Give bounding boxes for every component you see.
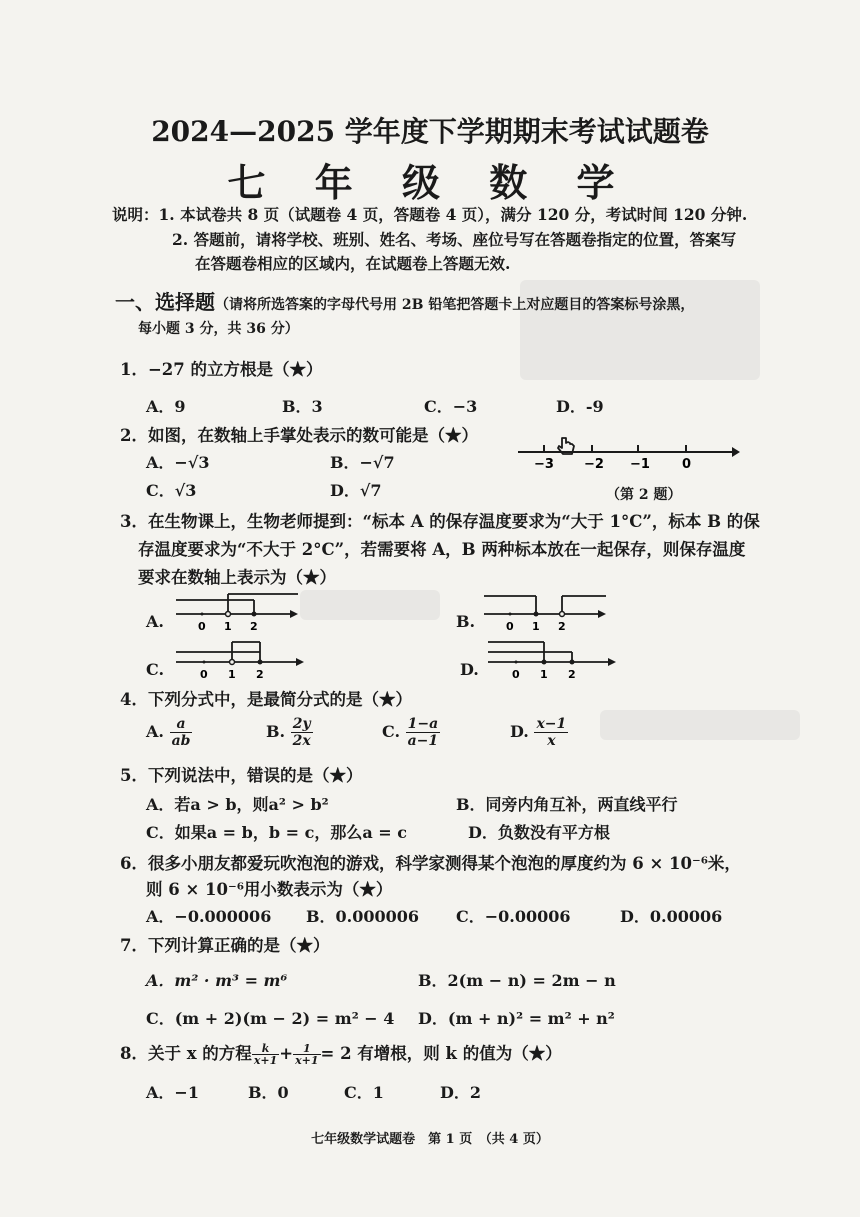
q5-option-c: C．如果a = b，b = c，那么a = c: [146, 823, 407, 842]
question-2-stem: 2．如图，在数轴上手掌处表示的数可能是（★）: [120, 426, 478, 445]
question-3-stem-line-1: 3．在生物课上，生物老师提到：“标本 A 的保存温度要求为“大于 1°C”，标本 B 的保: [120, 512, 760, 531]
tick-label: 0: [200, 668, 208, 681]
q4-option-b-label: B.: [266, 722, 286, 741]
q3-number-line-c: [172, 632, 312, 682]
q7-option-a: A．m² · m³ = m⁶: [146, 971, 288, 990]
q3-number-line-b: [480, 586, 610, 634]
q5-option-b: B．同旁内角互补，两直线平行: [456, 795, 678, 814]
bleed-through-mark: [300, 590, 440, 620]
subject-title: 七 年 级 数 学: [227, 160, 633, 205]
q1-option-b: B．3: [282, 397, 323, 416]
section-1-note: （请将所选答案的字母代号用 2B 铅笔把答题卡上对应题目的答案标号涂黑，: [215, 297, 695, 313]
fraction-denominator: x+1: [253, 1054, 278, 1067]
q6-option-a: A．−0.000006: [146, 907, 272, 926]
q2-option-c: C．√3: [146, 481, 197, 500]
section-1-title: 一、选择题: [115, 290, 215, 314]
q7-option-d: D．(m + n)² = m² + n²: [418, 1009, 615, 1028]
tick-label: 2: [568, 668, 576, 681]
page-footer: 七年级数学试题卷 第 1 页 （共 4 页）: [311, 1132, 549, 1147]
q1-option-a: A．9: [146, 397, 186, 416]
q4-option-b-fraction: [291, 716, 313, 749]
q3-option-a: A.: [146, 612, 164, 631]
q2-tick-label: −2: [584, 457, 604, 472]
q6-option-b: B．0.000006: [306, 907, 420, 926]
q2-option-a: A．−√3: [146, 453, 210, 472]
q7-option-c: C．(m + 2)(m − 2) = m² − 4: [146, 1009, 395, 1028]
q8-plus: +: [279, 1044, 294, 1063]
q8-option-a: A．−1: [146, 1083, 199, 1102]
q8-fraction-2: [293, 1043, 320, 1066]
q8-fraction-1: [252, 1043, 279, 1066]
q2-tick-label: −3: [534, 457, 554, 472]
q8-stem-pre: 8．关于 x 的方程: [120, 1044, 252, 1063]
q6-option-c: C．−0.00006: [456, 907, 571, 926]
instruction-line-1: 说明：1. 本试卷共 8 页（试题卷 4 页，答题卷 4 页），满分 120 分，考试时间 120 分钟.: [112, 205, 748, 224]
question-3-stem-line-3: 要求在数轴上表示为（★）: [138, 568, 336, 587]
fraction-numerator: 1: [293, 1043, 320, 1055]
section-1-note-2: 每小题 3 分，共 36 分）: [138, 321, 299, 337]
q4-option-a-fraction: [170, 716, 193, 749]
q4-option-c-label: C.: [382, 722, 401, 741]
q4-option-b: [266, 716, 313, 749]
q3-option-d: D.: [460, 660, 479, 679]
question-3-stem-line-2: 存温度要求为“不大于 2°C”，若需要将 A，B 两种标本放在一起保存，则保存温度: [138, 540, 746, 559]
question-4-stem: 4．下列分式中，是最简分式的是（★）: [120, 690, 412, 709]
q4-option-c-fraction: [406, 716, 441, 749]
fraction-numerator: k: [252, 1043, 279, 1055]
tick-label: 2: [250, 620, 258, 633]
fraction-denominator: ab: [171, 733, 191, 749]
q2-figure-caption: （第 2 题）: [606, 487, 682, 503]
tick-label: 2: [558, 620, 566, 633]
q8-option-b: B．0: [248, 1083, 289, 1102]
section-1-heading: [115, 286, 694, 315]
fraction-denominator: x+1: [295, 1054, 319, 1067]
q4-option-d-label: D.: [510, 722, 529, 741]
tick-label: 1: [228, 668, 236, 681]
q8-option-c: C．1: [344, 1083, 384, 1102]
question-8-stem: [120, 1040, 562, 1066]
fraction-denominator: x: [547, 733, 556, 749]
q4-option-c: [382, 716, 440, 749]
q3-option-c: C.: [146, 660, 165, 679]
tick-label: 0: [512, 668, 520, 681]
q4-option-d-fraction: [534, 716, 568, 749]
fraction-numerator: x−1: [536, 716, 567, 732]
tick-label: 1: [540, 668, 548, 681]
instruction-line-3: 在答题卷相应的区域内，在试题卷上答题无效.: [195, 254, 511, 273]
q4-option-a: [146, 716, 192, 749]
tick-label: 1: [532, 620, 540, 633]
q3-number-line-a: [172, 586, 302, 634]
fraction-numerator: 1−a: [407, 716, 439, 732]
question-6-stem-line-2: 则 6 × 10⁻⁶用小数表示为（★）: [146, 880, 393, 899]
tick-label: 0: [198, 620, 206, 633]
q8-stem-post: = 2 有增根，则 k 的值为（★）: [320, 1044, 562, 1063]
question-1-stem: 1．−27 的立方根是（★）: [120, 360, 323, 379]
q1-option-d: D．-9: [556, 397, 604, 416]
fraction-denominator: a−1: [407, 733, 439, 749]
q2-tick-label: 0: [682, 457, 692, 472]
q6-option-d: D．0.00006: [620, 907, 723, 926]
fraction-numerator: a: [170, 716, 193, 733]
tick-label: 0: [506, 620, 514, 633]
q4-option-d: [510, 716, 568, 749]
question-7-stem: 7．下列计算正确的是（★）: [120, 936, 330, 955]
question-6-stem-line-1: 6．很多小朋友都爱玩吹泡泡的游戏，科学家测得某个泡泡的厚度约为 6 × 10⁻⁶米，: [120, 854, 741, 873]
q7-option-b: B．2(m − n) = 2m − n: [418, 971, 616, 990]
fraction-denominator: 2x: [292, 733, 311, 749]
q3-option-b: B.: [456, 612, 476, 631]
q5-option-d: D．负数没有平方根: [468, 823, 610, 842]
bleed-through-mark: [600, 710, 800, 740]
q5-option-a: A．若a > b，则a² > b²: [146, 795, 329, 814]
instruction-line-2: 2. 答题前，请将学校、班别、姓名、考场、座位号写在答题卷指定的位置，答案写: [172, 230, 737, 249]
q3-number-line-d: [484, 632, 624, 682]
q2-option-d: D．√7: [330, 481, 382, 500]
fraction-numerator: 2y: [291, 716, 313, 733]
exam-title: 2024—2025 学年度下学期期末考试试题卷: [151, 115, 709, 148]
tick-label: 2: [256, 668, 264, 681]
q2-tick-label: −1: [630, 457, 650, 472]
q8-option-d: D．2: [440, 1083, 482, 1102]
tick-label: 1: [224, 620, 232, 633]
q2-number-line: [510, 430, 740, 474]
q4-option-a-label: A.: [146, 722, 164, 741]
q1-option-c: C．−3: [424, 397, 478, 416]
q2-option-b: B．−√7: [330, 453, 395, 472]
question-5-stem: 5．下列说法中，错误的是（★）: [120, 766, 363, 785]
